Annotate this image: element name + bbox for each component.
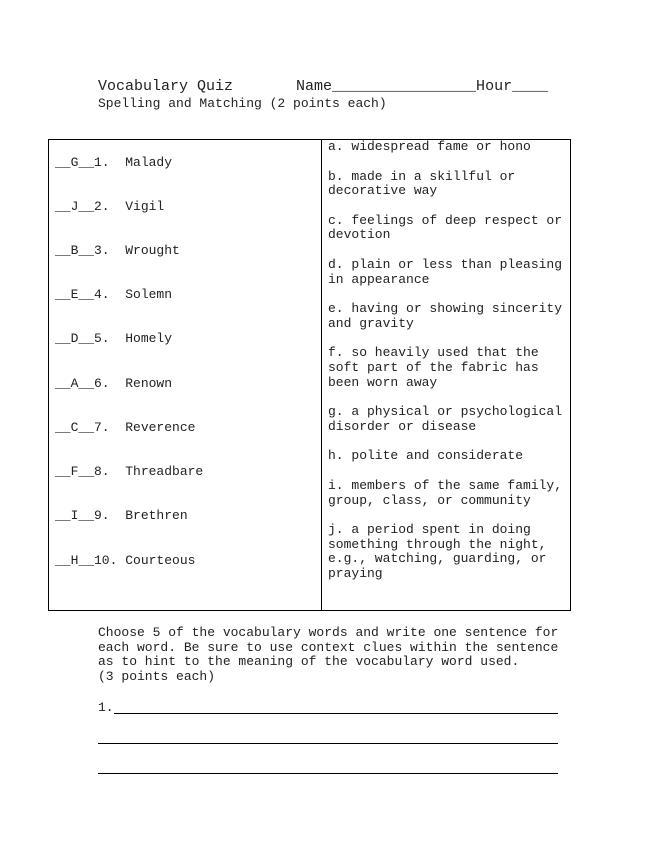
question-10: __H__10. Courteous: [55, 553, 196, 568]
definition-f: f. so heavily used that the soft part of the fabric has been worn away: [328, 345, 539, 390]
answer-number-1: 1.: [98, 700, 114, 715]
answer-line-1[interactable]: [114, 713, 558, 714]
definitions-list: [328, 140, 568, 596]
definition-j: j. a period spent in doing something through the night, e.g., watching, guarding, or praying: [328, 522, 547, 581]
question-2: __J__2. Vigil: [55, 199, 165, 214]
definition-c: c. feelings of deep respect or devotion: [328, 212, 563, 243]
answer-line-3[interactable]: [98, 773, 558, 774]
question-3: __B__3. Wrought: [55, 243, 180, 258]
definition-a: a. widespread fame or hono: [328, 139, 531, 154]
column-divider: [321, 140, 322, 610]
quiz-subtitle: Spelling and Matching (2 points each): [98, 96, 387, 111]
question-9: __I__9. Brethren: [55, 508, 188, 523]
answer-line-2[interactable]: [98, 743, 558, 744]
question-8: __F__8. Threadbare: [55, 464, 204, 479]
sentence-instructions: Choose 5 of the vocabulary words and write one sentence for each word. Be sure to use context clues within the sentence as to hint to the meaning of the vocabulary word used. (3 points each): [98, 625, 559, 684]
definition-b: b. made in a skillful or decorative way: [328, 168, 516, 199]
question-4: __E__4. Solemn: [55, 287, 173, 302]
definition-g: g. a physical or psychological disorder or disease: [328, 404, 563, 434]
question-6: __A__6. Renown: [55, 376, 173, 391]
definition-e: e. having or showing sincerity and gravity: [328, 301, 563, 331]
definition-i: i. members of the same family, group, class, or community: [328, 477, 563, 508]
definition-d: d. plain or less than pleasing in appearance: [328, 256, 563, 287]
quiz-title: Vocabulary Quiz Name________________Hour____: [98, 78, 549, 95]
definition-h: h. polite and considerate: [328, 448, 524, 464]
question-7: __C__7. Reverence: [55, 420, 196, 435]
matching-table: [48, 139, 571, 611]
question-5: __D__5. Homely: [55, 331, 173, 346]
question-1: __G__1. Malady: [55, 155, 173, 170]
